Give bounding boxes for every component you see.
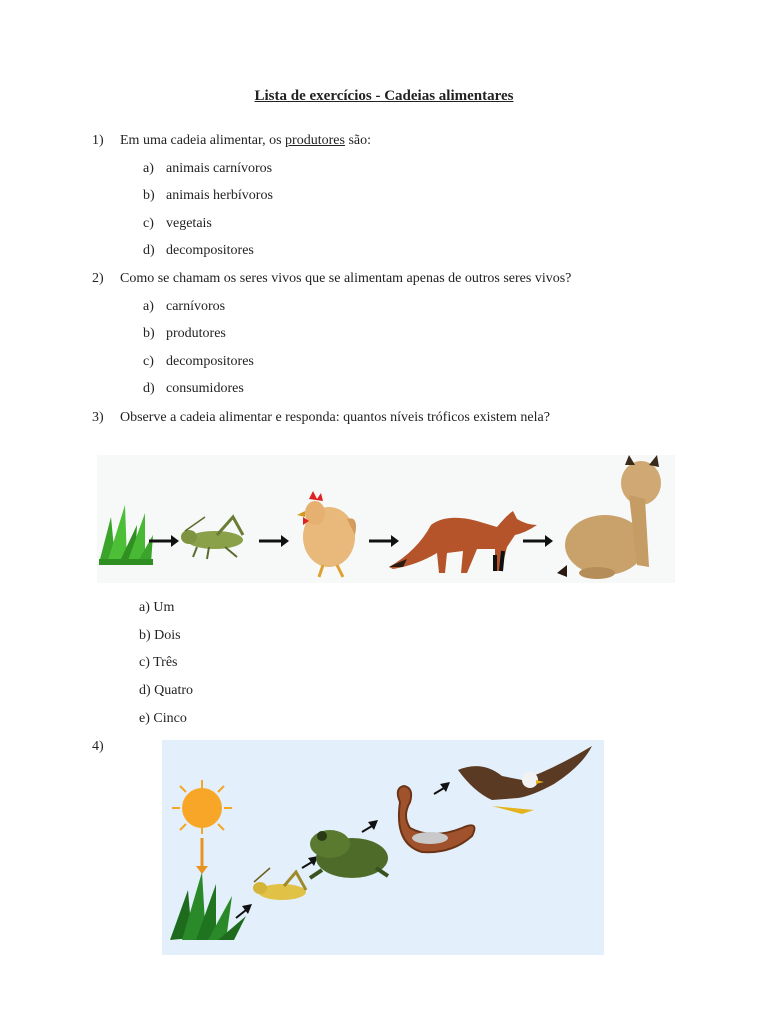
grasshopper-icon xyxy=(181,517,243,559)
page-title: Lista de exercícios - Cadeias alimentares xyxy=(254,88,514,104)
snake-icon xyxy=(398,786,475,852)
q2-option-text: consumidores xyxy=(166,381,244,396)
question-2-text: Como se chamam os seres vivos que se alimentam apenas de outros seres vivos? xyxy=(120,271,572,286)
arrow-up-right-icon xyxy=(302,856,318,868)
arrow-down-icon xyxy=(196,838,208,874)
arrow-up-right-icon xyxy=(434,782,450,794)
grasshopper-icon xyxy=(253,868,306,900)
arrow-up-right-icon xyxy=(362,820,378,832)
q1-option-letter: c) xyxy=(143,216,154,231)
sun-icon xyxy=(172,780,232,834)
q3-option: c) Três xyxy=(139,655,178,670)
q2-option-letter: a) xyxy=(143,299,154,314)
frog-icon xyxy=(310,830,388,878)
grass-icon xyxy=(170,872,246,940)
q2-option-text: decompositores xyxy=(166,354,254,369)
question-3-text: Observe a cadeia alimentar e responda: quantos níveis tróficos existem nela? xyxy=(120,410,550,425)
q1-option-letter: a) xyxy=(143,161,154,176)
food-chain-image-2 xyxy=(162,740,604,955)
q2-option-letter: b) xyxy=(143,326,155,341)
q2-option-letter: c) xyxy=(143,354,154,369)
grass-icon xyxy=(99,505,153,565)
q1-option-text: decompositores xyxy=(166,243,254,258)
question-1-text: Em uma cadeia alimentar, os produtores são: xyxy=(120,133,371,148)
arrow-right-icon xyxy=(259,535,289,547)
q1-option-text: animais carnívoros xyxy=(166,161,273,176)
q2-option-letter: d) xyxy=(143,381,155,396)
fox-icon xyxy=(389,511,537,573)
q1-option-text: vegetais xyxy=(166,216,212,231)
lynx-icon xyxy=(557,455,661,579)
question-2-number: 2) xyxy=(92,271,104,286)
q2-option-text: produtores xyxy=(166,326,226,341)
arrow-right-icon xyxy=(369,535,399,547)
q3-option: b) Dois xyxy=(139,628,181,643)
question-3-number: 3) xyxy=(92,410,104,425)
q3-option: d) Quatro xyxy=(139,683,194,698)
arrow-right-icon xyxy=(523,535,553,547)
arrow-up-right-icon xyxy=(236,904,252,918)
q1-option-letter: d) xyxy=(143,243,155,258)
question-4-number: 4) xyxy=(92,739,104,754)
eagle-icon xyxy=(458,746,592,814)
q1-option-letter: b) xyxy=(143,188,155,203)
hen-icon xyxy=(297,491,356,577)
arrow-right-icon xyxy=(149,535,179,547)
q2-option-text: carnívoros xyxy=(166,299,226,314)
q3-option: e) Cinco xyxy=(139,711,187,726)
question-1-number: 1) xyxy=(92,133,104,148)
food-chain-image-1 xyxy=(97,455,675,583)
q3-option: a) Um xyxy=(139,600,175,615)
q1-option-text: animais herbívoros xyxy=(166,188,273,203)
